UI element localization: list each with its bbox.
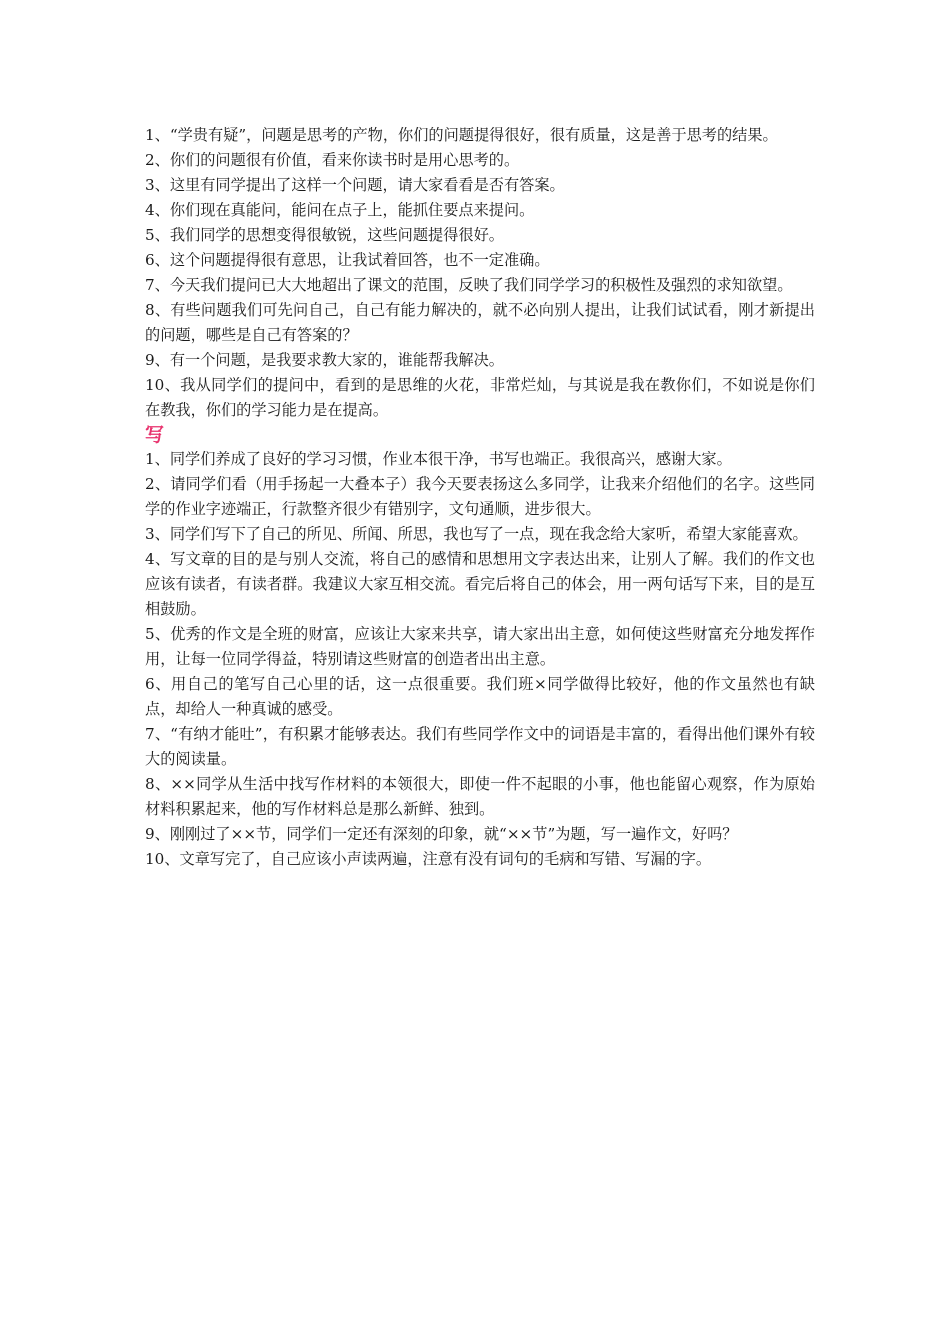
- list-item: 10、我从同学们的提问中，看到的是思维的火花，非常烂灿，与其说是我在教你们，不如说是你们在教我，你们的学习能力是在提高。: [145, 376, 815, 419]
- list-item: 7、“有纳才能吐”，有积累才能够表达。我们有些同学作文中的词语是丰富的，看得出他们课外有较大的阅读量。: [145, 725, 815, 768]
- section-questions: [145, 123, 815, 423]
- list-item: 3、这里有同学提出了这样一个问题，请大家看看是否有答案。: [145, 176, 565, 194]
- list-item: 9、刚刚过了××节，同学们一定还有深刻的印象，就“××节”为题，写一遍作文，好吗？: [145, 825, 738, 843]
- list-item: 7、今天我们提问已大大地超出了课文的范围，反映了我们同学学习的积极性及强烈的求知欲望。: [145, 276, 793, 294]
- list-item: 10、文章写完了，自己应该小声读两遍，注意有没有词句的毛病和写错、写漏的字。: [145, 850, 712, 868]
- list-item: 6、这个问题提得很有意思，让我试着回答，也不一定准确。: [145, 251, 550, 269]
- section-writing: [145, 447, 815, 872]
- document-page: [145, 123, 815, 872]
- list-item: 3、同学们写下了自己的所见、所闻、所思，我也写了一点，现在我念给大家听，希望大家能喜欢。: [145, 525, 808, 543]
- section-heading-write: 写: [145, 424, 165, 446]
- list-item: 2、你们的问题很有价值，看来你读书时是用心思考的。: [145, 151, 520, 169]
- list-item: 1、“学贵有疑”，问题是思考的产物，你们的问题提得很好，很有质量，这是善于思考的结果。: [145, 126, 778, 144]
- list-item: 2、请同学们看（用手扬起一大叠本子）我今天要表扬这么多同学，让我来介绍他们的名字。这些同学的作业字迹端正，行款整齐很少有错别字，文句通顺，进步很大。: [145, 475, 815, 518]
- list-item: 8、××同学从生活中找写作材料的本领很大，即使一件不起眼的小事，他也能留心观察，作为原始材料积累起来，他的写作材料总是那么新鲜、独到。: [145, 775, 815, 818]
- list-item: 4、写文章的目的是与别人交流，将自己的感情和思想用文字表达出来，让别人了解。我们的作文也应该有读者，有读者群。我建议大家互相交流。看完后将自己的体会，用一两句话写下来，目的是互相鼓励。: [145, 550, 815, 618]
- list-item: 6、用自己的笔写自己心里的话，这一点很重要。我们班×同学做得比较好，他的作文虽然也有缺点，却给人一种真诚的感受。: [145, 675, 815, 718]
- list-item: 5、优秀的作文是全班的财富，应该让大家来共享，请大家出出主意，如何使这些财富充分地发挥作用，让每一位同学得益，特别请这些财富的创造者出出主意。: [145, 625, 815, 668]
- list-item: 8、有些问题我们可先问自己，自己有能力解决的，就不必向别人提出，让我们试试看，刚才新提出的问题，哪些是自己有答案的？: [145, 301, 815, 344]
- list-item: 5、我们同学的思想变得很敏锐，这些问题提得很好。: [145, 226, 504, 244]
- list-item: 4、你们现在真能问，能问在点子上，能抓住要点来提问。: [145, 201, 535, 219]
- list-item: 9、有一个问题，是我要求教大家的，谁能帮我解决。: [145, 351, 504, 369]
- list-item: 1、同学们养成了良好的学习习惯，作业本很干净，书写也端正。我很高兴，感谢大家。: [145, 450, 732, 468]
